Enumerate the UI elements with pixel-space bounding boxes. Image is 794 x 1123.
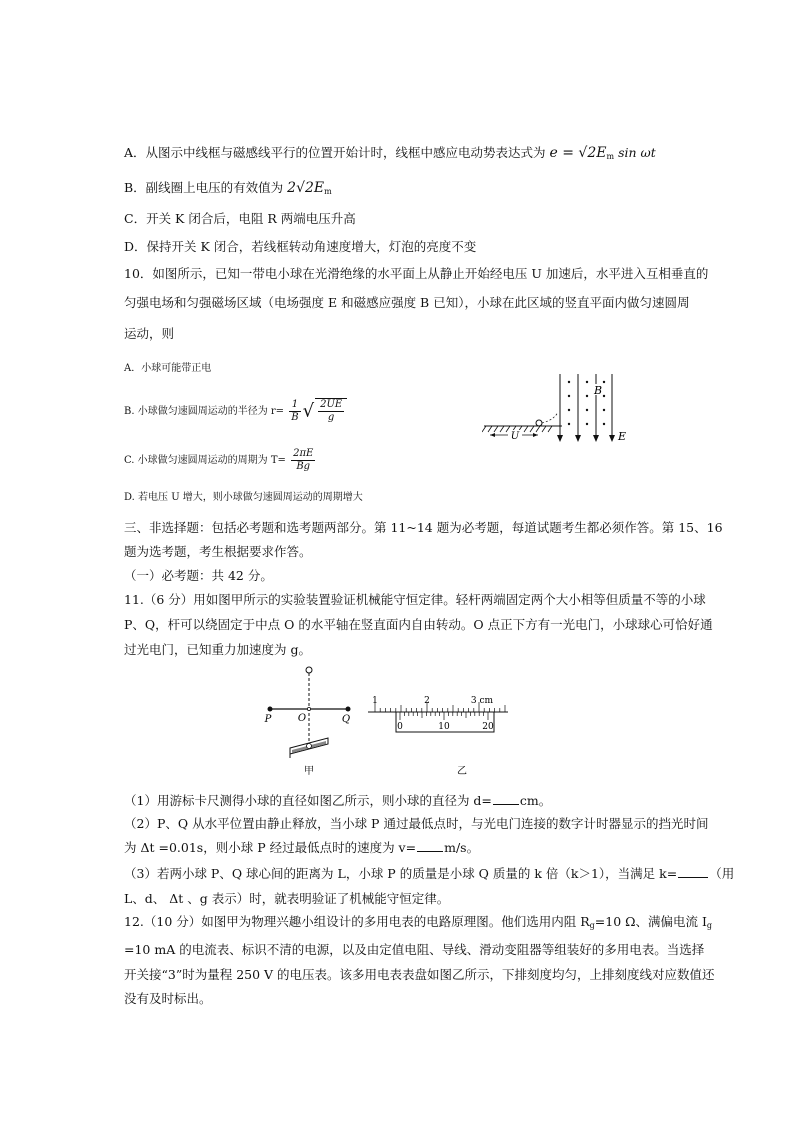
- q10-option-b-text: B. 小球做匀速圆周运动的半径为 r=: [124, 406, 285, 417]
- q9-option-d: D．保持开关 K 闭合，若线框转动角速度增大，灯泡的亮度不变: [124, 239, 477, 254]
- q9-option-b: [124, 180, 332, 200]
- q10-option-c-numerator: 2πE: [293, 448, 314, 459]
- q11-ruler-vernier-label-20: 20: [482, 722, 494, 732]
- q11-ruler-vernier-label-0: 0: [397, 722, 403, 732]
- q11-ruler-main-label-1: 1: [372, 696, 378, 706]
- q12-stem-line3: 开关接“3”时为量程 250 V 的电压表。该多用电表表盘如图乙所示，下排刻度均匀，上排刻度线对应数值还: [124, 967, 715, 982]
- q11-subquestion-2-unit: m/s。: [444, 840, 480, 855]
- q9-option-b-equation: 2√2E: [287, 180, 325, 196]
- q11-subquestion-1-unit: cm。: [519, 793, 552, 808]
- q10-option-b-numerator: 1: [289, 399, 300, 412]
- q10-sqrt-sign: √: [302, 400, 315, 422]
- q12-subscript-ig: g: [706, 921, 713, 930]
- q11-figure-label-o: O: [297, 713, 307, 724]
- q12-stem-line1-mid: =10 Ω、满偏电流 I: [594, 914, 707, 929]
- q10-option-b-denominator: B: [291, 412, 299, 423]
- q12-stem-line1: [124, 914, 712, 934]
- q11-subquestion-3-line2: L、d、 Δt 、g 表示）时，就表明验证了机械能守恒定律。: [124, 891, 450, 906]
- q11-subquestion-2-text: 为 Δt =0.01s，则小球 P 经过最低点时的速度为 v=: [124, 840, 417, 855]
- q10-stem-line3: 运动，则: [124, 326, 175, 341]
- section3-subheading: （一）必考题：共 42 分。: [124, 568, 273, 583]
- q10-sqrt-denominator: g: [327, 412, 335, 423]
- q10-sqrt-body: [315, 398, 347, 424]
- q10-option-c-denominator: Bg: [296, 461, 311, 472]
- q9-option-a-text: A．从图示中线框与磁感线平行的位置开始计时，线框中感应电动势表达式为: [124, 145, 546, 160]
- q9-option-c: C．开关 K 闭合后，电阻 R 两端电压升高: [124, 211, 356, 226]
- q10-field-figure: [482, 372, 632, 452]
- q11-stem-line1: 11.（6 分）用如图甲所示的实验装置验证机械能守恒定律。轻杆两端固定两个大小相等但质量不等的小球: [124, 592, 706, 607]
- q11-subquestion-3-text: （3）若两小球 P、Q 球心间的距离为 L，小球 P 的质量是小球 Q 质量的 k 倍（k＞1），当满足 k=: [124, 866, 678, 881]
- q11-subquestion-2-line1: （2）P、Q 从水平位置由静止释放，当小球 P 通过最低点时，与光电门连接的数字计时器显示的挡光时间: [124, 816, 709, 831]
- q10-stem-line1: 10．如图所示，已知一带电小球在光滑绝缘的水平面上从静止开始经电压 U 加速后，水平进入互相垂直的: [124, 266, 709, 281]
- q11-subquestion-3-line1: [124, 866, 734, 882]
- q11-stem-line2: P、Q，杆可以绕固定于中点 O 的水平轴在竖直面内自由转动。O 点正下方有一光电门，小球球心可恰好通: [124, 617, 713, 632]
- q10-figure-label-e: E: [617, 430, 627, 443]
- q10-option-b-fraction: [289, 399, 300, 424]
- q11-answer-blank-3[interactable]: [678, 866, 708, 878]
- q11-answer-blank-1[interactable]: [493, 793, 519, 805]
- q9-option-a-subscript: m: [606, 152, 615, 161]
- q10-stem-line2: 匀强电场和匀强磁场区域（电场强度 E 和磁感应强度 B 已知），小球在此区域的竖直平面内做匀速圆周: [124, 295, 690, 310]
- q10-figure-label-b: B: [593, 384, 603, 397]
- q10-option-c: [124, 448, 317, 473]
- q10-option-c-fraction: [291, 448, 315, 473]
- q12-subscript-rg: g: [589, 921, 595, 930]
- section3-line2: 题为选考题，考生根据要求作答。: [124, 544, 312, 559]
- q11-subquestion-1: [124, 793, 551, 809]
- q9-option-b-text: B．副线圈上电压的有效值为: [124, 180, 284, 195]
- q12-stem-line1-text: 12.（10 分）如图甲为物理兴趣小组设计的多用电表的电路原理图。他们选用内阻 R: [124, 914, 590, 929]
- q11-figure-yi: [362, 664, 512, 780]
- q10-sqrt-numerator: 2UE: [320, 399, 343, 410]
- q11-subquestion-1-text: （1）用游标卡尺测得小球的直径如图乙所示，则小球的直径为 d=: [124, 793, 492, 808]
- q11-answer-blank-2[interactable]: [417, 840, 443, 852]
- q11-stem-line3: 过光电门，已知重力加速度为 g。: [124, 642, 311, 657]
- q11-ruler-main-label-3: 3 cm: [470, 696, 494, 706]
- q9-option-a-equation-tail: sin ωt: [618, 145, 656, 160]
- q11-figure-jia-caption: 甲: [304, 766, 314, 777]
- q11-subquestion-3-tail: （用: [709, 866, 735, 881]
- q11-ruler-vernier-label-10: 10: [438, 722, 450, 732]
- q12-stem-line2: =10 mA 的电流表、标识不清的电源，以及由定值电阻、导线、滑动变阻器等组装好的多用电表。当选择: [124, 942, 705, 957]
- q9-option-a-equation: e = √2E: [549, 145, 607, 161]
- q10-option-b: [124, 398, 347, 424]
- q10-option-a: A．小球可能带正电: [124, 363, 212, 374]
- section3-line1: 三、非选择题：包括必考题和选考题两部分。第 11~14 题为必考题，每道试题考生都必须作答。第 15、16: [124, 520, 723, 535]
- q11-ruler-main-label-2: 2: [424, 696, 430, 706]
- q11-subquestion-2-line2: [124, 840, 479, 856]
- q11-figure-label-q: Q: [341, 714, 351, 725]
- q10-option-c-text: C. 小球做匀速圆周运动的周期为 T=: [124, 455, 286, 466]
- q10-option-d: D. 若电压 U 增大，则小球做匀速圆周运动的周期增大: [124, 492, 363, 503]
- q11-figure-jia: [262, 664, 362, 780]
- q11-figure-label-p: P: [264, 714, 272, 725]
- q9-option-a: [124, 145, 656, 165]
- q10-figure-label-u: U: [510, 431, 520, 442]
- q9-option-b-subscript: m: [324, 187, 332, 196]
- q12-stem-line4: 没有及时标出。: [124, 991, 212, 1006]
- q10-sqrt-fraction: [318, 399, 344, 424]
- q11-figure-yi-caption: 乙: [457, 766, 467, 777]
